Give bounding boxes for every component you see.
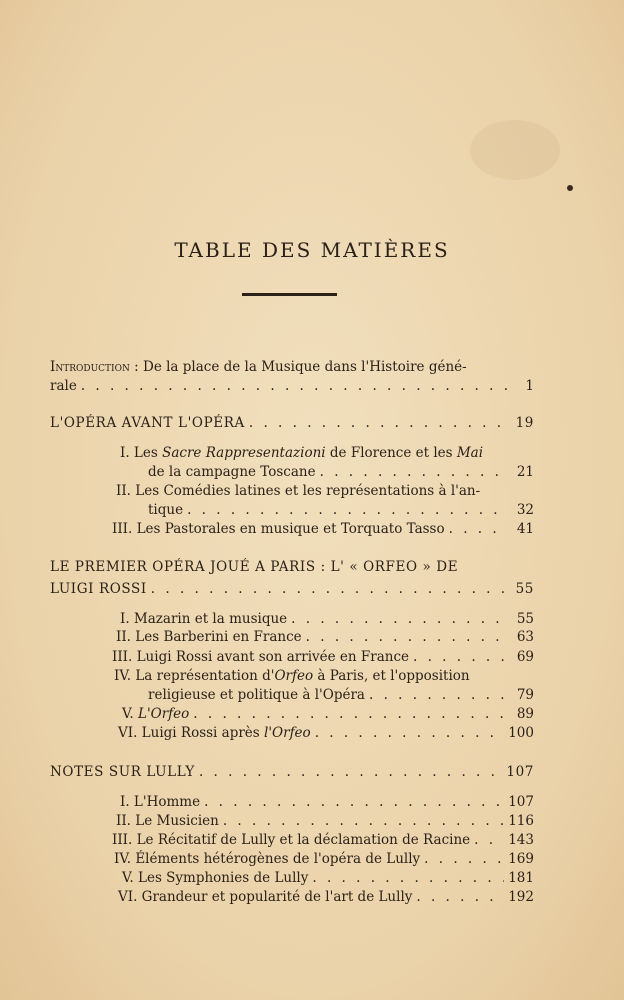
intro-label: Introduction [50,359,130,375]
entry-text: de Florence et les [325,445,457,461]
chapter-number: III. [112,521,133,537]
leader-dots [187,501,508,519]
toc-entry [116,812,534,830]
entry-text: Grandeur et popularité de l'art de Lully [141,889,413,905]
toc-part-1 [50,414,534,432]
page-number: 55 [515,581,534,597]
leader-dots [320,463,508,481]
toc-entry-introduction [50,358,534,376]
chapter-number: V. [122,870,134,886]
leader-dots [424,850,504,868]
leader-dots [416,888,504,906]
leader-dots [474,831,504,849]
entry-text: Les Barberini en France [135,629,302,645]
leader-dots [249,414,508,432]
entry-text-italic: L'Orfeo [137,706,190,722]
entry-text: Luigi Rossi après [141,725,265,741]
toc-entry [112,831,534,849]
leader-dots [151,580,508,598]
chapter-number: I. [120,611,130,627]
leader-dots [223,812,504,830]
leader-dots [193,705,508,723]
leader-dots [204,793,504,811]
part-title: LE PREMIER OPÉRA JOUÉ A PARIS : L' « ORFEO » DE [50,559,459,575]
page-number: 116 [508,813,534,829]
intro-cont: rale [50,378,77,394]
toc-entry-introduction-cont [50,377,534,395]
toc-entry [120,444,534,462]
toc-entry [112,648,534,666]
page-number: 79 [516,687,534,703]
toc-entry [120,610,534,628]
page-number: 181 [508,870,534,886]
chapter-number: II. [116,629,131,645]
leader-dots [306,628,508,646]
toc-entry [118,724,534,742]
leader-dots [315,724,505,742]
entry-text-italic: Orfeo [274,668,314,684]
toc-entry-cont [148,686,534,704]
toc-entry [114,667,534,685]
toc-part-2 [50,558,534,576]
entry-text: L'Homme [133,794,201,810]
chapter-number: II. [116,813,131,829]
part-title: LUIGI ROSSI [50,581,147,597]
page-number: 143 [508,832,534,848]
page-number: 32 [516,502,534,518]
ink-spot [567,185,573,191]
entry-text: religieuse et politique à l'Opéra [148,687,365,703]
toc-part-2-cont [50,580,534,598]
page-number: 55 [516,611,534,627]
toc-entry [116,482,534,500]
toc-entry [114,850,534,868]
entry-text: Mazarin et la musique [133,611,288,627]
toc-entry [122,869,534,887]
chapter-number: I. [120,445,130,461]
leader-dots [449,520,508,538]
toc-entry [122,705,534,723]
leader-dots [312,869,504,887]
leader-dots [413,648,508,666]
chapter-number: V. [122,706,134,722]
leader-dots [199,763,502,781]
toc-entry [120,793,534,811]
page-number: 107 [506,764,534,780]
page-number: 63 [516,629,534,645]
chapter-number: I. [120,794,130,810]
entry-text: Les [133,445,163,461]
page-number: 41 [516,521,534,537]
title-rule [242,293,337,296]
chapter-number: IV. [114,668,132,684]
toc-entry-cont [148,463,534,481]
entry-text: Les Symphonies de Lully [137,870,309,886]
chapter-number: III. [112,832,133,848]
entry-text: La représentation d' [135,668,275,684]
page-title: TABLE DES MATIÈRES [174,238,450,262]
entry-text: Le Musicien [135,813,219,829]
entry-text-italic: l'Orfeo [264,725,311,741]
leader-dots [369,686,508,704]
entry-text: Les Pastorales en musique et Torquato Tasso [136,521,445,537]
entry-text: à Paris, et l'opposition [313,668,470,684]
paper-stain [470,120,560,180]
part-title: NOTES SUR LULLY [50,764,195,780]
page-number: 21 [516,464,534,480]
entry-text: Éléments hétérogènes de l'opéra de Lully [135,851,421,867]
entry-text-italic: Mai [456,445,484,461]
page-number: 19 [515,415,534,431]
page-number: 192 [508,889,534,905]
entry-text: tique [148,502,184,518]
entry-text-italic: Sacre Rappresentazioni [162,445,326,461]
chapter-number: VI. [118,725,138,741]
intro-text: : De la place de la Musique dans l'Histoire géné- [129,359,467,375]
toc-entry-cont [148,501,534,519]
entry-text: Luigi Rossi avant son arrivée en France [136,649,410,665]
entry-text: Les Comédies latines et les représentations à l'an- [135,483,481,499]
toc-entry [116,628,534,646]
toc-entry [118,888,534,906]
chapter-number: III. [112,649,133,665]
page-number: 69 [516,649,534,665]
chapter-number: II. [116,483,131,499]
page-number: 169 [508,851,534,867]
page-number: 107 [508,794,534,810]
page-number: 1 [525,378,534,394]
chapter-number: VI. [118,889,138,905]
page-number: 89 [516,706,534,722]
leader-dots [291,610,508,628]
leader-dots [81,377,508,395]
toc-part-3 [50,763,534,781]
entry-text: de la campagne Toscane [148,464,316,480]
toc-entry [112,520,534,538]
chapter-number: IV. [114,851,132,867]
page-number: 100 [508,725,534,741]
entry-text: Le Récitatif de Lully et la déclamation de Racine [136,832,471,848]
part-title: L'OPÉRA AVANT L'OPÉRA [50,415,245,431]
